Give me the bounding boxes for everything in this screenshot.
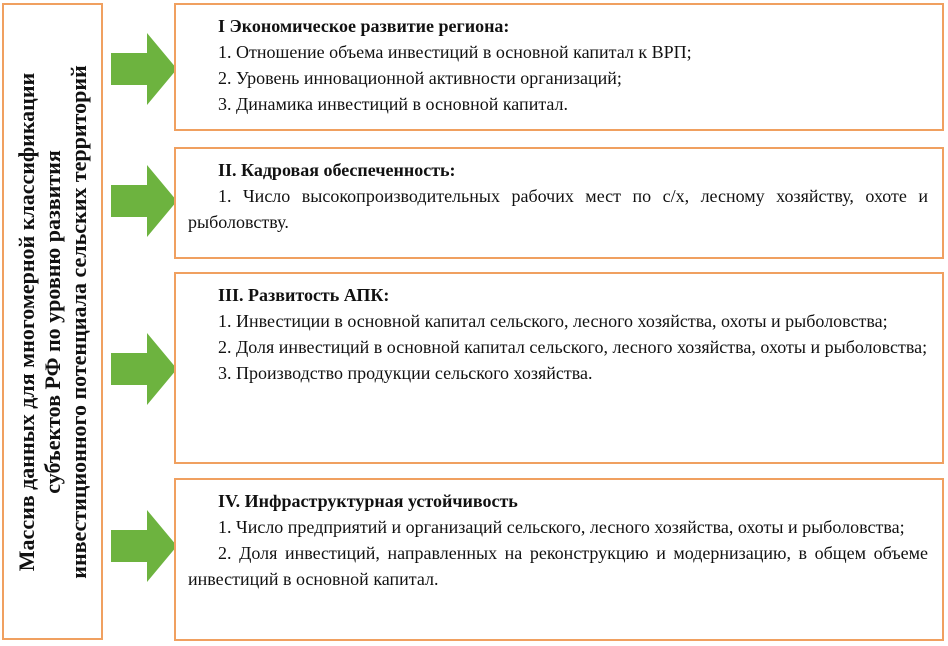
section-economic-development xyxy=(174,3,944,131)
list-item: 2. Доля инвестиций в основной капитал сельского, лесного хозяйства, охоты и рыболовства; xyxy=(218,337,928,357)
arrow-right-icon-2 xyxy=(111,165,177,237)
dataset-label-line-1: Массив данных для многомерной классификации xyxy=(13,72,39,571)
dataset-label-line-3: инвестиционного потенциала сельских территорий xyxy=(65,64,91,579)
list-item: 1. Число предприятий и организаций сельского, лесного хозяйства, охоты и рыболовства; xyxy=(218,517,905,537)
section-title: II. Кадровая обеспеченность: xyxy=(218,160,456,180)
list-item: 2. Уровень инновационной активности организаций; xyxy=(218,68,622,88)
list-item: 1. Отношение объема инвестиций в основной капитал к ВРП; xyxy=(218,42,692,62)
dataset-label-box xyxy=(2,3,103,640)
arrow-right-icon-3 xyxy=(111,333,177,405)
section-title: I Экономическое развитие региона: xyxy=(218,16,510,36)
list-item: 3. Динамика инвестиций в основной капитал. xyxy=(218,94,569,114)
section-staffing xyxy=(174,147,944,259)
section-title: IV. Инфраструктурная устойчивость xyxy=(218,491,518,511)
list-item: 1. Число высокопроизводительных рабочих мест по с/х, лесному хозяйству, охоте и рыболовству. xyxy=(188,186,928,232)
list-item: 1. Инвестиции в основной капитал сельского, лесного хозяйства, охоты и рыболовства; xyxy=(218,311,888,331)
arrow-right-icon-4 xyxy=(111,510,177,582)
dataset-label xyxy=(14,12,92,632)
list-item: 2. Доля инвестиций, направленных на реконструкцию и модернизацию, в общем объеме инвестиций в основной капитал. xyxy=(188,543,928,589)
section-title: III. Развитость АПК: xyxy=(218,285,390,305)
section-infrastructure-stability xyxy=(174,478,944,641)
list-item: 3. Производство продукции сельского хозяйства. xyxy=(218,363,593,383)
section-agro-industrial-complex xyxy=(174,272,944,464)
dataset-label-line-2: субъектов РФ по уровню развития xyxy=(39,149,65,494)
arrow-right-icon-1 xyxy=(111,33,177,105)
